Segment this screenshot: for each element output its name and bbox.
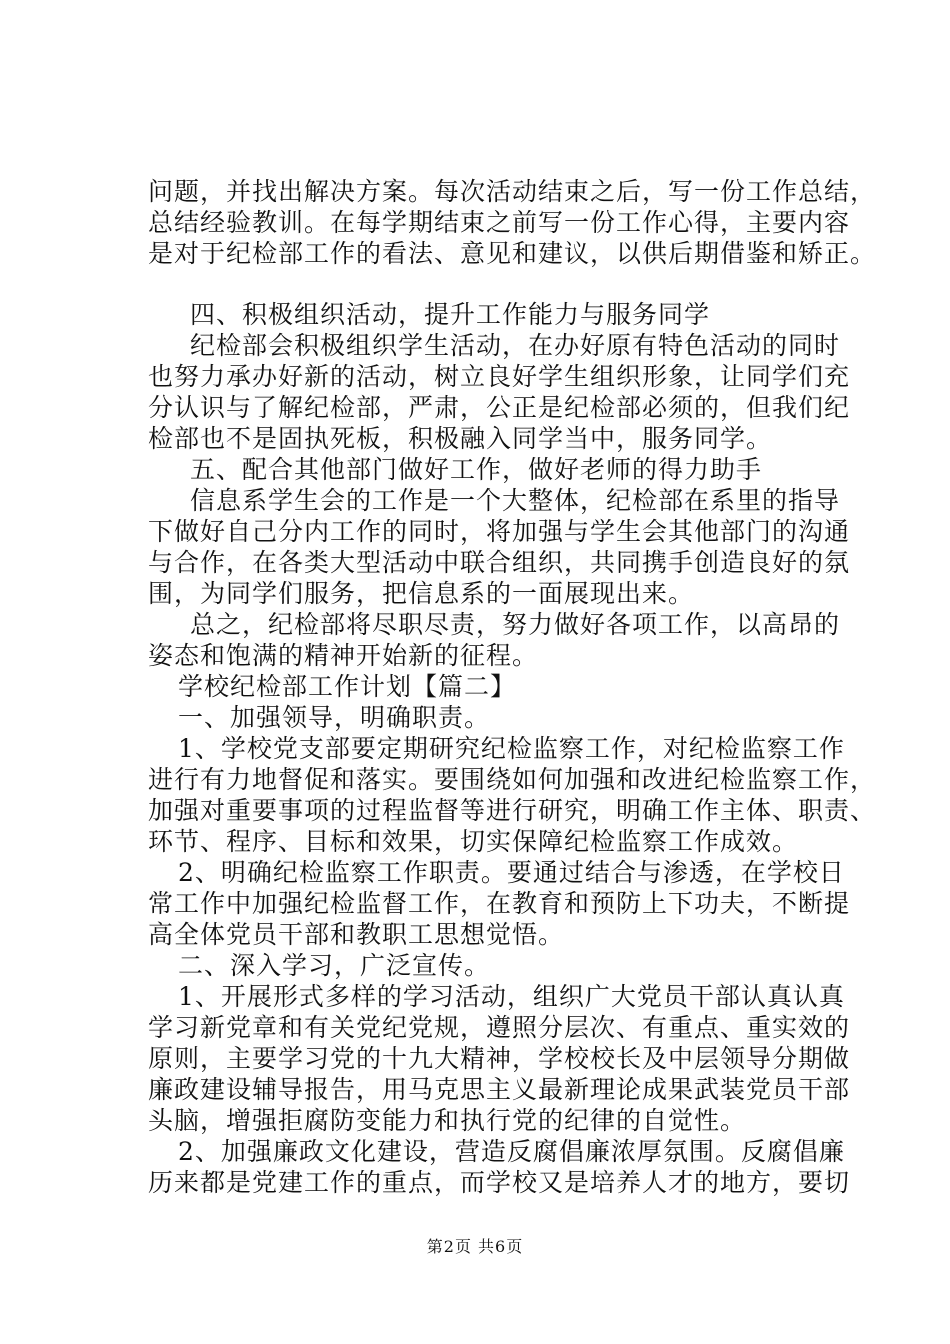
text-line: 与合作，在各类大型活动中联合组织，共同携手创造良好的氛	[148, 548, 851, 577]
text-line: 问题，并找出解决方案。每次活动结束之后，写一份工作总结，	[148, 177, 877, 206]
section-heading: 五、配合其他部门做好工作，做好老师的得力助手	[190, 455, 763, 484]
text-line: 进行有力地督促和落实。要围绕如何加强和改进纪检监察工作，	[148, 765, 877, 794]
text-line: 高全体党员干部和教职工思想觉悟。	[148, 920, 565, 949]
document-title: 学校纪检部工作计划【篇二】	[178, 672, 517, 701]
section-heading: 一、加强领导，明确职责。	[178, 703, 491, 732]
text-line: 加强对重要事项的过程监督等进行研究，明确工作主体、职责、	[148, 796, 877, 825]
text-line: 廉政建设辅导报告，用马克思主义最新理论成果武装党员干部	[148, 1075, 851, 1104]
text-line: 1、学校党支部要定期研究纪检监察工作，对纪检监察工作	[178, 734, 845, 763]
text-line: 头脑，增强拒腐防变能力和执行党的纪律的自觉性。	[148, 1106, 747, 1135]
text-line: 1、开展形式多样的学习活动，组织广大党员干部认真认真	[178, 982, 845, 1011]
text-line: 纪检部会积极组织学生活动，在办好原有特色活动的同时	[190, 331, 841, 360]
text-line: 姿态和饱满的精神开始新的征程。	[148, 641, 539, 670]
text-line: 检部也不是固执死板，积极融入同学当中，服务同学。	[148, 424, 773, 453]
text-line: 围，为同学们服务，把信息系的一面展现出来。	[148, 579, 695, 608]
text-line: 历来都是党建工作的重点，而学校又是培养人才的地方，要切	[148, 1168, 851, 1197]
section-heading: 四、积极组织活动，提升工作能力与服务同学	[190, 300, 711, 329]
section-heading: 二、深入学习，广泛宣传。	[178, 951, 491, 980]
text-line: 2、明确纪检监察工作职责。要通过结合与渗透，在学校日	[178, 858, 845, 887]
page-footer: 第2页 共6页	[426, 1237, 524, 1256]
text-line: 下做好自己分内工作的同时，将加强与学生会其他部门的沟通	[148, 517, 851, 546]
text-line: 环节、程序、目标和效果，切实保障纪检监察工作成效。	[148, 827, 799, 856]
text-line: 是对于纪检部工作的看法、意见和建议，以供后期借鉴和矫正。	[148, 239, 877, 268]
text-line: 原则，主要学习党的十九大精神，学校校长及中层领导分期做	[148, 1044, 851, 1073]
text-line: 信息系学生会的工作是一个大整体，纪检部在系里的指导	[190, 486, 841, 515]
text-line: 常工作中加强纪检监督工作，在教育和预防上下功夫，不断提	[148, 889, 851, 918]
text-line: 学习新党章和有关党纪党规，遵照分层次、有重点、重实效的	[148, 1013, 851, 1042]
text-line: 2、加强廉政文化建设，营造反腐倡廉浓厚氛围。反腐倡廉	[178, 1137, 845, 1166]
text-line: 总结经验教训。在每学期结束之前写一份工作心得，主要内容	[148, 208, 851, 237]
text-line: 总之，纪检部将尽职尽责，努力做好各项工作，以高昂的	[190, 610, 841, 639]
text-line: 分认识与了解纪检部，严肃，公正是纪检部必须的，但我们纪	[148, 393, 851, 422]
text-line: 也努力承办好新的活动，树立良好学生组织形象，让同学们充	[148, 362, 851, 391]
